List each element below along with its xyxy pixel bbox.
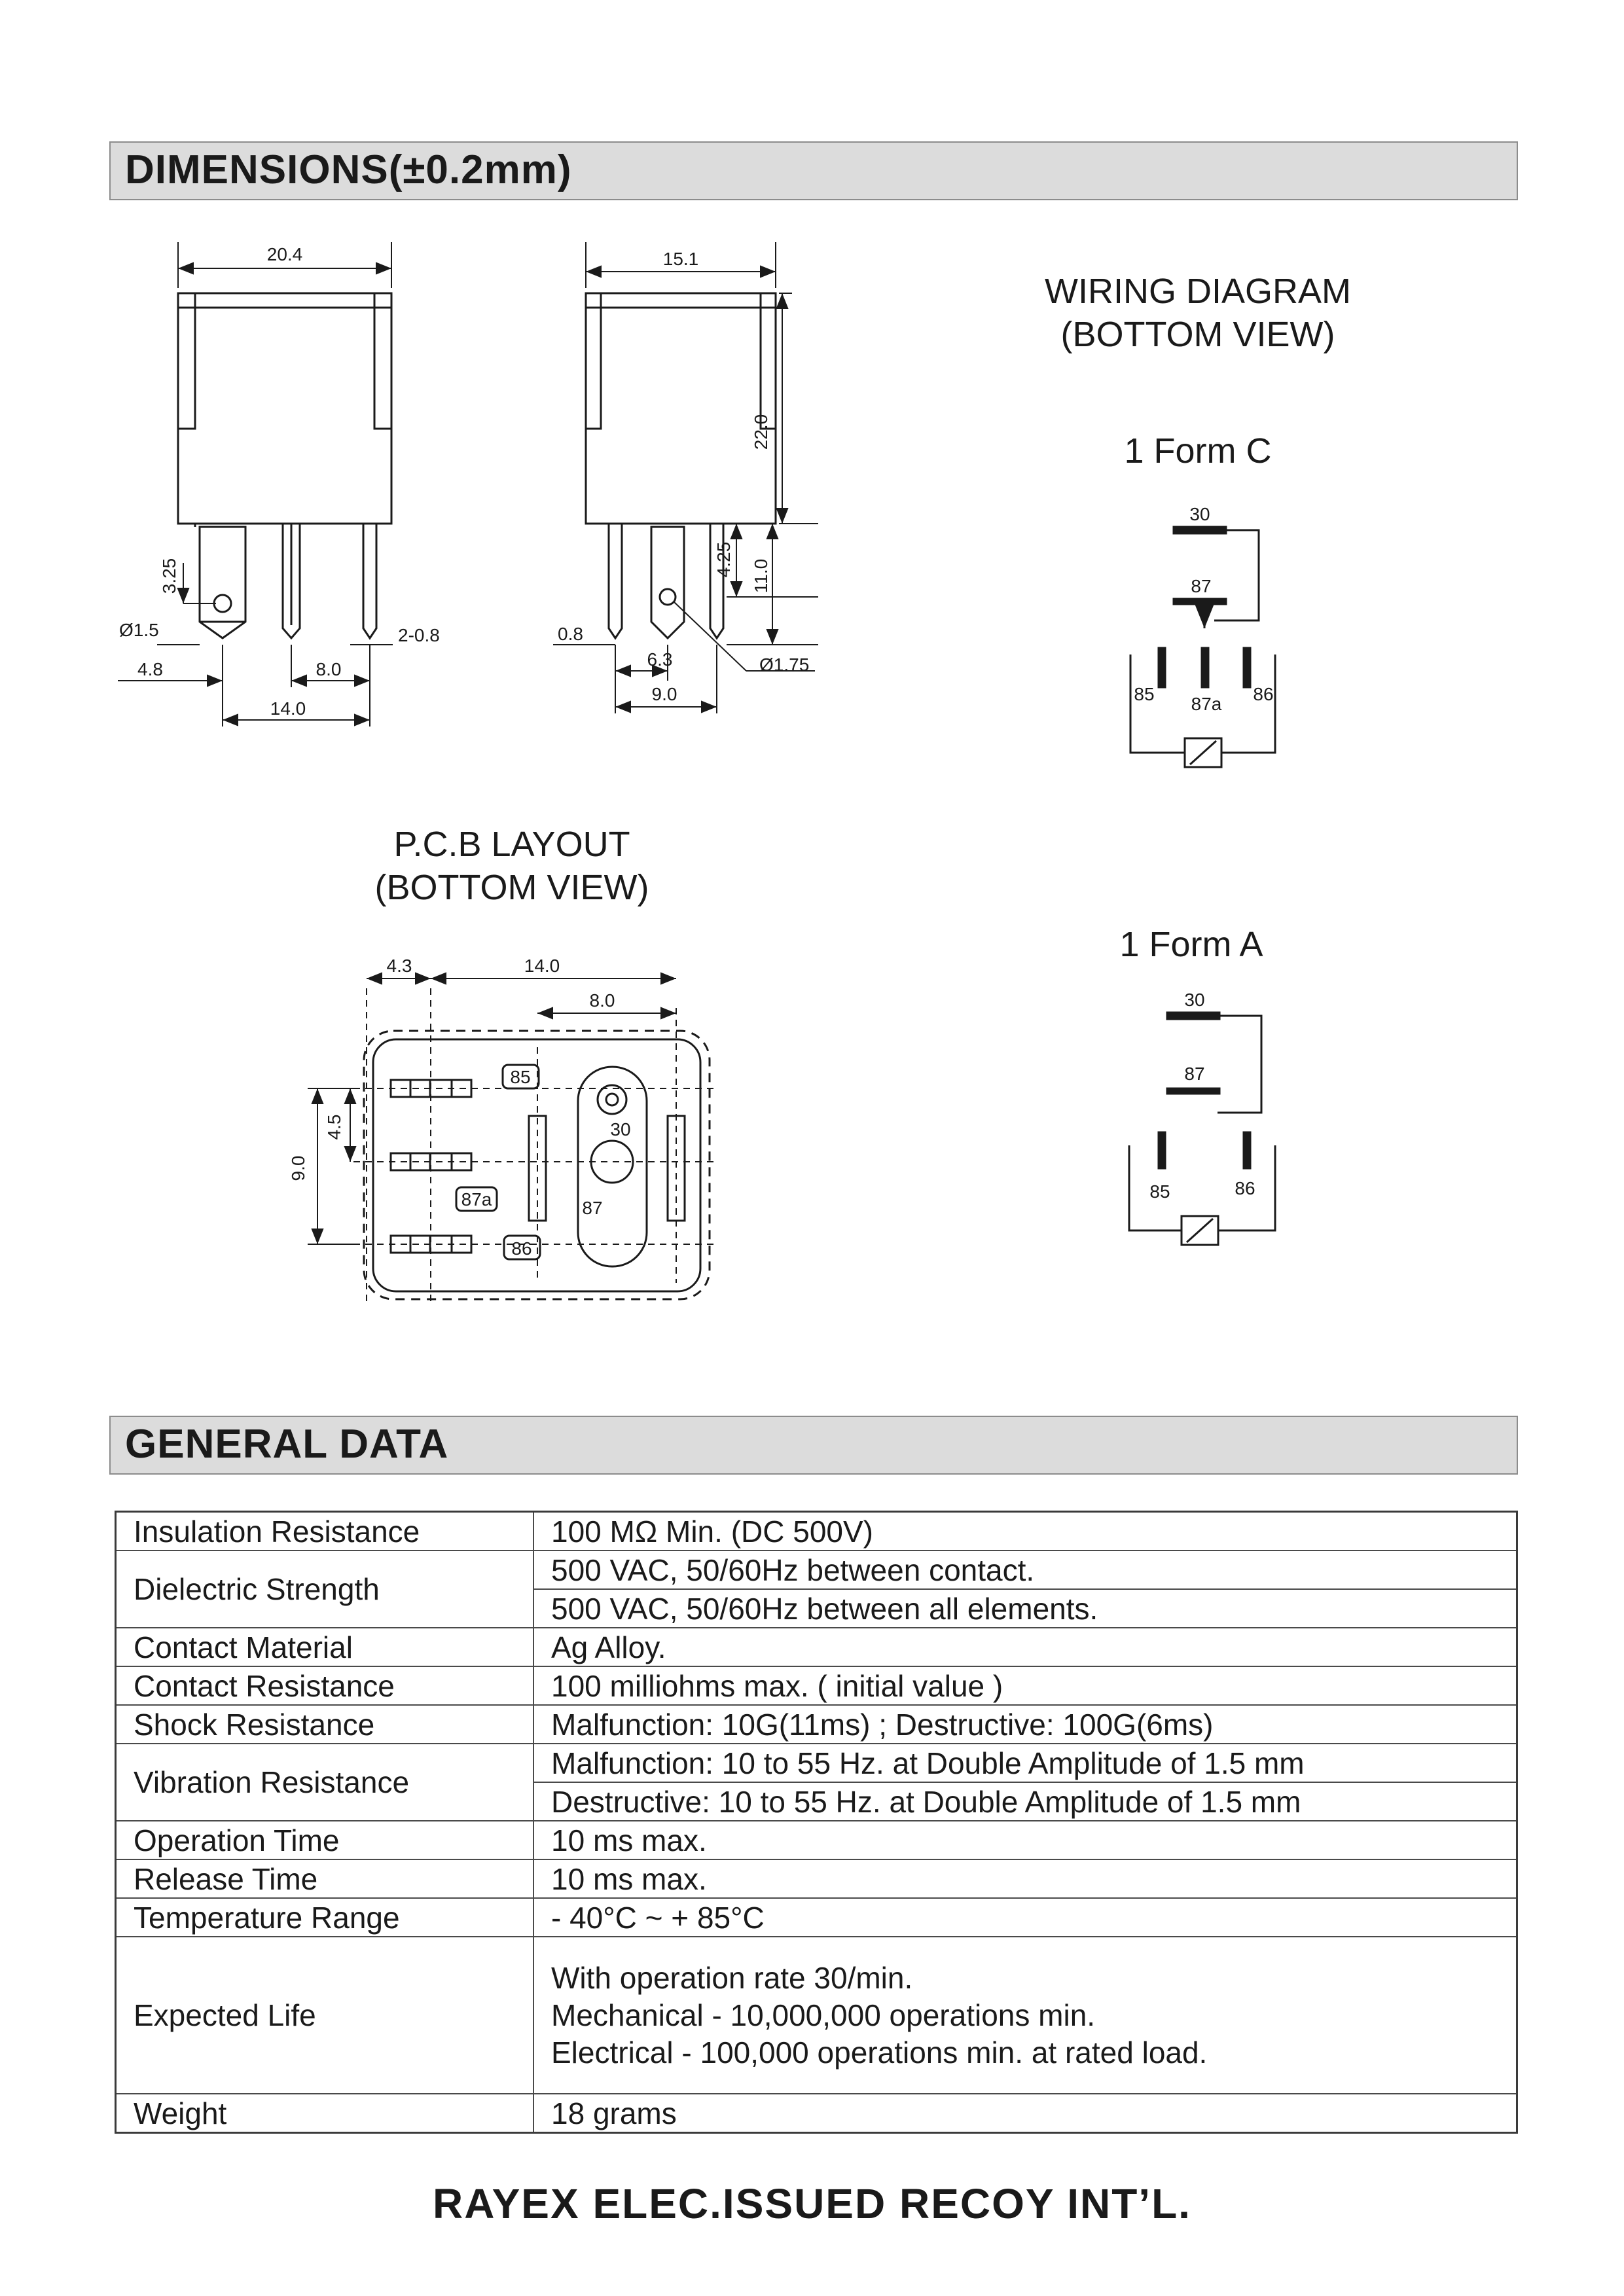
form-a-terminal-87: 87 xyxy=(1184,1064,1205,1084)
table-row xyxy=(116,1551,1517,1589)
table-row xyxy=(116,1859,1517,1898)
side-pin-a-label: 4.25 xyxy=(713,541,734,578)
wiring-diagram-title xyxy=(1001,270,1394,356)
row-label: Expected Life xyxy=(116,1937,534,2094)
table-row xyxy=(116,1937,1517,2094)
general-data-table xyxy=(115,1511,1518,2134)
dimensions-title: DIMENSIONS(±0.2mm) xyxy=(125,147,572,192)
front-hole-label: Ø1.5 xyxy=(119,620,159,640)
side-height-label: 22.0 xyxy=(751,414,771,450)
table-row xyxy=(116,2094,1517,2133)
general-data-title: GENERAL DATA xyxy=(125,1422,449,1467)
row-label: Contact Material xyxy=(116,1628,534,1666)
pcb-dim-inner: 8.0 xyxy=(589,990,615,1011)
company-footer: RAYEX ELEC.ISSUED RECOY INT’L. xyxy=(433,2180,1191,2227)
table-row xyxy=(116,1628,1517,1666)
form-c-title: 1 Form C xyxy=(1124,431,1272,471)
pcb-dim-half: 4.5 xyxy=(324,1114,344,1140)
side-spacing-b-label: 9.0 xyxy=(651,684,677,704)
row-value: 10 ms max. xyxy=(533,1821,1517,1859)
pcb-layout-title xyxy=(316,823,708,909)
general-data-section-header xyxy=(109,1416,1518,1475)
side-view-dimensions xyxy=(553,242,818,713)
pcb-title-line1: P.C.B LAYOUT xyxy=(393,825,630,864)
row-value: Malfunction: 10G(11ms) ; Destructive: 100G(6ms) xyxy=(533,1705,1517,1744)
front-pin-offset-label: 3.25 xyxy=(159,558,179,594)
front-view-dimensions xyxy=(118,242,393,726)
row-value: Destructive: 10 to 55 Hz. at Double Amplitude of 1.5 mm xyxy=(533,1782,1517,1821)
row-value: 10 ms max. xyxy=(533,1859,1517,1898)
front-total-span-label: 14.0 xyxy=(270,698,306,719)
row-label: Dielectric Strength xyxy=(116,1551,534,1628)
front-pin-thickness-label: 2-0.8 xyxy=(398,625,440,645)
expected-life-line: Mechanical - 10,000,000 operations min. xyxy=(551,1998,1096,2032)
pcb-centerlines xyxy=(353,988,713,1302)
front-view-drawing xyxy=(178,293,391,638)
row-value: 100 milliohms max. ( initial value ) xyxy=(533,1666,1517,1705)
form-a-terminal-30: 30 xyxy=(1184,990,1205,1010)
table-row xyxy=(116,1821,1517,1859)
row-label: Vibration Resistance xyxy=(116,1744,534,1821)
front-pin-spacing-label: 8.0 xyxy=(316,659,342,679)
side-pin-thickness-label: 0.8 xyxy=(558,624,583,644)
table-row xyxy=(116,1898,1517,1937)
side-width-label: 15.1 xyxy=(662,249,699,269)
row-value xyxy=(533,1937,1517,2094)
front-width-label: 20.4 xyxy=(266,244,303,264)
form-c-terminal-30: 30 xyxy=(1189,504,1210,524)
form-a-terminal-85: 85 xyxy=(1149,1181,1170,1202)
row-value: Malfunction: 10 to 55 Hz. at Double Amplitude of 1.5 mm xyxy=(533,1744,1517,1782)
row-label: Operation Time xyxy=(116,1821,534,1859)
row-value: 18 grams xyxy=(533,2094,1517,2133)
form-c-terminal-87a: 87a xyxy=(1191,694,1222,714)
row-label: Insulation Resistance xyxy=(116,1512,534,1551)
side-spacing-a-label: 6.3 xyxy=(647,649,673,670)
row-value: Ag Alloy. xyxy=(533,1628,1517,1666)
wiring-title-line1: WIRING DIAGRAM xyxy=(1045,272,1351,311)
form-c-terminal-85: 85 xyxy=(1134,684,1155,704)
row-value: 100 MΩ Min. (DC 500V) xyxy=(533,1512,1517,1551)
form-a-title: 1 Form A xyxy=(1119,925,1263,964)
table-row xyxy=(116,1705,1517,1744)
form-c-terminal-86: 86 xyxy=(1253,684,1274,704)
row-label: Temperature Range xyxy=(116,1898,534,1937)
pcb-terminal-30: 30 xyxy=(610,1119,631,1139)
pcb-dim-height: 9.0 xyxy=(288,1155,308,1181)
expected-life-line: Electrical - 100,000 operations min. at rated load. xyxy=(551,2035,1208,2070)
form-c-terminal-87: 87 xyxy=(1191,576,1212,596)
pcb-dim-left: 4.3 xyxy=(386,956,412,976)
form-a-terminal-86: 86 xyxy=(1235,1178,1255,1198)
table-row xyxy=(116,1512,1517,1551)
pcb-terminal-87a: 87a xyxy=(461,1189,492,1210)
side-pin-b-label: 11.0 xyxy=(751,558,771,594)
expected-life-line: With operation rate 30/min. xyxy=(551,1960,913,1995)
row-value: 500 VAC, 50/60Hz between contact. xyxy=(533,1551,1517,1589)
pcb-terminal-86: 86 xyxy=(511,1238,532,1259)
form-a-schematic xyxy=(1129,1013,1275,1245)
side-hole-label: Ø1.75 xyxy=(759,655,810,675)
front-left-dim-label: 4.8 xyxy=(137,659,163,679)
row-label: Contact Resistance xyxy=(116,1666,534,1705)
form-c-schematic xyxy=(1130,527,1275,767)
pcb-terminal-87: 87 xyxy=(582,1198,603,1218)
row-value: - 40°C ~ + 85°C xyxy=(533,1898,1517,1937)
pcb-dim-total: 14.0 xyxy=(524,956,560,976)
row-label: Shock Resistance xyxy=(116,1705,534,1744)
pcb-terminal-85: 85 xyxy=(510,1067,531,1087)
row-label: Release Time xyxy=(116,1859,534,1898)
row-value: 500 VAC, 50/60Hz between all elements. xyxy=(533,1589,1517,1628)
wiring-title-line2: (BOTTOM VIEW) xyxy=(1060,315,1335,354)
pcb-title-line2: (BOTTOM VIEW) xyxy=(374,868,649,907)
table-row xyxy=(116,1744,1517,1782)
row-label: Weight xyxy=(116,2094,534,2133)
side-view-drawing xyxy=(586,293,776,638)
table-row xyxy=(116,1666,1517,1705)
